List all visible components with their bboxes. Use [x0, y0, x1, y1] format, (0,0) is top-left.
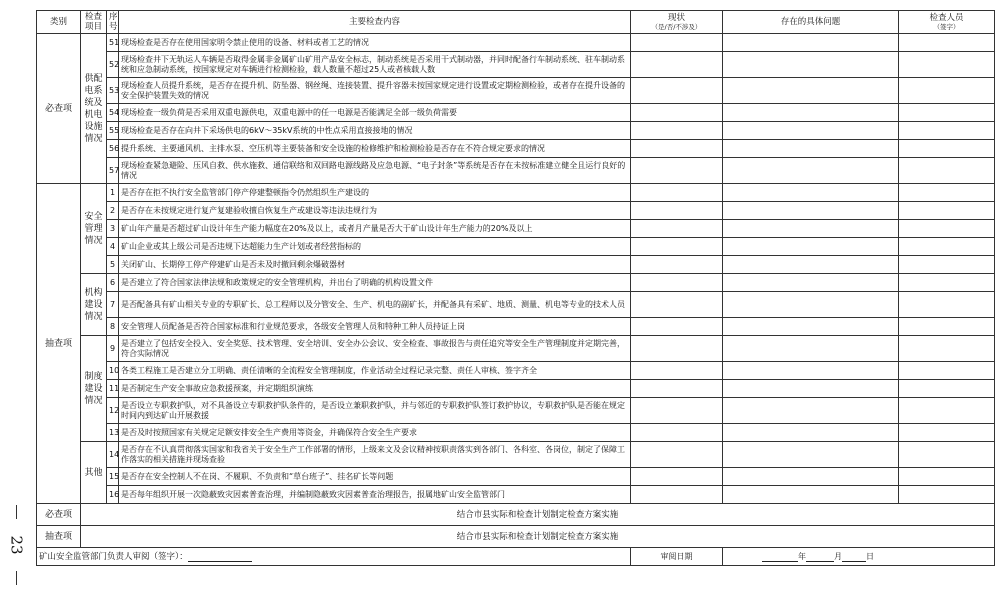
check-content: 是否存在拒不执行安全监管部门停产停建整顿指令仍然组织生产建设的: [119, 184, 631, 202]
table-row: [37, 202, 995, 220]
check-content: 是否设立专职救护队，对不具备设立专职救护队条件的，是否设立兼职救护队，并与邻近的专职救护队签订救护协议，专职救护队是否能在规定时间内到达矿山开展救援: [119, 398, 631, 424]
inspector-cell[interactable]: [899, 336, 995, 362]
month-line[interactable]: [806, 552, 834, 562]
item-cell: 其他: [81, 442, 107, 504]
check-content: 关闭矿山、长期停工停产停建矿山是否未及时撤回剩余爆破器材: [119, 256, 631, 274]
problem-cell[interactable]: [723, 238, 899, 256]
check-content: 是否建立了符合国家法律法规和政策规定的安全管理机构，并出台了明确的机构设置文件: [119, 274, 631, 292]
plan-note: 结合市县实际和检查计划制定检查方案实施: [81, 526, 995, 548]
year-line[interactable]: [762, 552, 798, 562]
problem-cell[interactable]: [723, 184, 899, 202]
status-cell[interactable]: [631, 220, 723, 238]
check-content: 现场检查是否存在使用国家明令禁止使用的设备、材料或者工艺的情况: [119, 34, 631, 52]
problem-cell[interactable]: [723, 274, 899, 292]
status-cell[interactable]: [631, 158, 723, 184]
check-content: 是否建立了包括安全投入、安全奖惩、技术管理、安全培训、安全办公会议、安全检查、事故报告与责任追究等安全生产管理制度并定期完善，符合实际情况: [119, 336, 631, 362]
status-cell[interactable]: [631, 184, 723, 202]
problem-cell[interactable]: [723, 202, 899, 220]
inspector-cell[interactable]: [899, 274, 995, 292]
check-content: 是否存在安全控制人不在岗、不履职、不负责和“草台班子”、挂名矿长等问题: [119, 468, 631, 486]
page-number: 23: [6, 505, 28, 585]
status-cell[interactable]: [631, 468, 723, 486]
table-row: [37, 52, 995, 78]
row-number: 5: [107, 256, 119, 274]
table-row: [37, 442, 995, 468]
row-number: 56: [107, 140, 119, 158]
problem-cell[interactable]: [723, 34, 899, 52]
check-content: 是否制定生产安全事故应急救援预案，并定期组织演练: [119, 380, 631, 398]
check-content: 各类工程施工是否建立分工明确、责任清晰的全流程安全管理制度，作业活动全过程记录完整、责任人审核、签字齐全: [119, 362, 631, 380]
status-cell[interactable]: [631, 202, 723, 220]
problem-cell[interactable]: [723, 362, 899, 380]
inspector-cell[interactable]: [899, 256, 995, 274]
table-row: [37, 362, 995, 380]
problem-cell[interactable]: [723, 140, 899, 158]
signature-line[interactable]: [188, 552, 252, 562]
table-row: [37, 468, 995, 486]
problem-cell[interactable]: [723, 292, 899, 318]
table-row: [37, 184, 995, 202]
row-number: 3: [107, 220, 119, 238]
day-label: 日: [866, 551, 874, 561]
table-row: [37, 398, 995, 424]
header-status: 现状 （是/否/不涉及）: [631, 11, 723, 34]
inspector-cell[interactable]: [899, 202, 995, 220]
reviewer-label: 矿山安全监管部门负责人审阅（签字）：: [39, 551, 188, 562]
problem-cell[interactable]: [723, 442, 899, 468]
review-date-value[interactable]: [723, 548, 995, 566]
header-inspector: 检查人员 （签字）: [899, 11, 995, 34]
row-number: 10: [107, 362, 119, 380]
table-row: [37, 140, 995, 158]
item-cell: 供配电系统及机电设施情况: [81, 34, 107, 184]
row-number: 16: [107, 486, 119, 504]
status-cell[interactable]: [631, 238, 723, 256]
reviewer-signature[interactable]: [37, 548, 631, 566]
problem-cell[interactable]: [723, 424, 899, 442]
problem-cell[interactable]: [723, 336, 899, 362]
check-content: 矿山企业或其上级公司是否违规下达超能力生产计划或者经营指标的: [119, 238, 631, 256]
check-content: 是否存在不认真贯彻落实国家和我省关于安全生产工作部署的情形，上级来文及会议精神按职责落实到各部门、各科室、各岗位，制定了保障工作落实的相关措施并现场查验: [119, 442, 631, 468]
status-cell[interactable]: [631, 140, 723, 158]
problem-cell[interactable]: [723, 122, 899, 140]
problem-cell[interactable]: [723, 486, 899, 504]
problem-cell[interactable]: [723, 468, 899, 486]
table-row: [37, 274, 995, 292]
row-number: 1: [107, 184, 119, 202]
plan-row: [37, 526, 995, 548]
table-row: [37, 220, 995, 238]
status-cell[interactable]: [631, 424, 723, 442]
status-cell[interactable]: [631, 122, 723, 140]
item-cell: 机构建设情况: [81, 274, 107, 336]
inspector-cell[interactable]: [899, 362, 995, 380]
status-cell[interactable]: [631, 292, 723, 318]
problem-cell[interactable]: [723, 78, 899, 104]
item-cell: 制度建设情况: [81, 336, 107, 442]
check-content: 是否存在未按规定进行复产复建验收擅自恢复生产或建设等违法违规行为: [119, 202, 631, 220]
year-label: 年: [798, 551, 806, 561]
check-content: 是否每年组织开展一次隐蔽致灾因素普查治理，并编制隐蔽致灾因素普查治理报告，报属地矿山安全监管部门: [119, 486, 631, 504]
table-row: [37, 256, 995, 274]
inspector-cell[interactable]: [899, 398, 995, 424]
status-cell[interactable]: [631, 52, 723, 78]
row-number: 54: [107, 104, 119, 122]
table-row: [37, 486, 995, 504]
status-cell[interactable]: [631, 256, 723, 274]
inspector-cell[interactable]: [899, 220, 995, 238]
status-cell[interactable]: [631, 442, 723, 468]
table-row: [37, 238, 995, 256]
table-row: [37, 122, 995, 140]
review-date-label: 审阅日期: [631, 548, 723, 566]
row-number: 15: [107, 468, 119, 486]
status-cell[interactable]: [631, 380, 723, 398]
day-line[interactable]: [842, 552, 866, 562]
inspector-cell[interactable]: [899, 158, 995, 184]
check-content: 现场检查一级负荷是否采用双重电源供电，双重电源中的任一电源是否能满足全部一级负荷需要: [119, 104, 631, 122]
inspector-cell[interactable]: [899, 238, 995, 256]
category-cell: 抽查项: [37, 184, 81, 504]
inspector-cell[interactable]: [899, 468, 995, 486]
status-cell[interactable]: [631, 274, 723, 292]
status-cell[interactable]: [631, 34, 723, 52]
table-row: [37, 336, 995, 362]
row-number: 2: [107, 202, 119, 220]
plan-category: 必查项: [37, 504, 81, 526]
problem-cell[interactable]: [723, 104, 899, 122]
inspector-cell[interactable]: [899, 122, 995, 140]
row-number: 7: [107, 292, 119, 318]
header-problem: 存在的具体问题: [723, 11, 899, 34]
check-content: 提升系统、主要通风机、主排水泵、空压机等主要装备和安全设施的检修维护和检测检验是否存在不符合规定要求的情况: [119, 140, 631, 158]
row-number: 14: [107, 442, 119, 468]
header-content: 主要检查内容: [119, 11, 631, 34]
inspector-cell[interactable]: [899, 104, 995, 122]
check-content: 现场检查紧急避险、压风自救、供水施救、通信联络和双回路电源线路及应急电源、“电子封条”等系统是否存在未按标准建立健全且运行良好的情况: [119, 158, 631, 184]
problem-cell[interactable]: [723, 52, 899, 78]
signature-row: [37, 548, 995, 566]
table-row: [37, 292, 995, 318]
problem-cell[interactable]: [723, 158, 899, 184]
row-number: 12: [107, 398, 119, 424]
row-number: 11: [107, 380, 119, 398]
inspector-cell[interactable]: [899, 184, 995, 202]
table-row: [37, 424, 995, 442]
row-number: 6: [107, 274, 119, 292]
row-number: 52: [107, 52, 119, 78]
category-cell: 必查项: [37, 34, 81, 184]
inspector-cell[interactable]: [899, 424, 995, 442]
header-row: [37, 11, 995, 34]
row-number: 13: [107, 424, 119, 442]
month-label: 月: [834, 551, 842, 561]
status-cell[interactable]: [631, 104, 723, 122]
plan-note: 结合市县实际和检查计划制定检查方案实施: [81, 504, 995, 526]
status-cell[interactable]: [631, 78, 723, 104]
row-number: 4: [107, 238, 119, 256]
check-content: 现场检查是否存在向井下采场供电的6kV～35kV系统的中性点采用直接接地的情况: [119, 122, 631, 140]
table-row: [37, 318, 995, 336]
status-cell[interactable]: [631, 486, 723, 504]
problem-cell[interactable]: [723, 318, 899, 336]
inspector-cell[interactable]: [899, 318, 995, 336]
item-cell: 安全管理情况: [81, 184, 107, 274]
check-content: 是否配备具有矿山相关专业的专职矿长、总工程师以及分管安全、生产、机电的副矿长，并配备具有采矿、地质、测量、机电等专业的技术人员: [119, 292, 631, 318]
inspector-cell[interactable]: [899, 52, 995, 78]
inspector-cell[interactable]: [899, 442, 995, 468]
table-body: [37, 34, 995, 566]
check-content: 现场检查人员提升系统，是否存在提升机、防坠器、钢丝绳、连接装置、提升容器未按国家规定进行设置或定期检测检验，或者存在提升设备的安全保护装置失效的情况: [119, 78, 631, 104]
inspector-cell[interactable]: [899, 486, 995, 504]
inspection-table: [36, 10, 995, 566]
table-row: [37, 78, 995, 104]
row-number: 55: [107, 122, 119, 140]
problem-cell[interactable]: [723, 220, 899, 238]
row-number: 51: [107, 34, 119, 52]
status-cell[interactable]: [631, 318, 723, 336]
row-number: 9: [107, 336, 119, 362]
row-number: 57: [107, 158, 119, 184]
header-item: 检查项目: [81, 11, 107, 34]
check-content: 安全管理人员配备是否符合国家标准和行业规范要求，各级安全管理人员和特种工种人员持证上岗: [119, 318, 631, 336]
problem-cell[interactable]: [723, 398, 899, 424]
table-row: [37, 34, 995, 52]
plan-category: 抽查项: [37, 526, 81, 548]
plan-row: [37, 504, 995, 526]
inspector-cell[interactable]: [899, 292, 995, 318]
status-cell[interactable]: [631, 362, 723, 380]
check-content: 是否及时按照国家有关规定足额安排安全生产费用等资金，并确保符合安全生产要求: [119, 424, 631, 442]
table-row: [37, 380, 995, 398]
problem-cell[interactable]: [723, 256, 899, 274]
row-number: 8: [107, 318, 119, 336]
header-category: 类别: [37, 11, 81, 34]
row-number: 53: [107, 78, 119, 104]
table-row: [37, 158, 995, 184]
inspector-cell[interactable]: [899, 34, 995, 52]
inspector-cell[interactable]: [899, 140, 995, 158]
status-cell[interactable]: [631, 336, 723, 362]
check-content: 现场检查井下无轨运人车辆是否取得金属非金属矿山矿用产品安全标志，制动系统是否采用干式制动器，并同时配备行车制动系统、驻车制动系统和应急制动系统，按国家规定对车辆进行检测检验，载人数量不超过25人或者核载人数: [119, 52, 631, 78]
header-no: 序号: [107, 11, 119, 34]
problem-cell[interactable]: [723, 380, 899, 398]
check-content: 矿山年产量是否超过矿山设计年生产能力幅度在20%及以上，或者月产量是否大于矿山设计年生产能力的20%及以上: [119, 220, 631, 238]
inspector-cell[interactable]: [899, 78, 995, 104]
inspector-cell[interactable]: [899, 380, 995, 398]
status-cell[interactable]: [631, 398, 723, 424]
table-row: [37, 104, 995, 122]
